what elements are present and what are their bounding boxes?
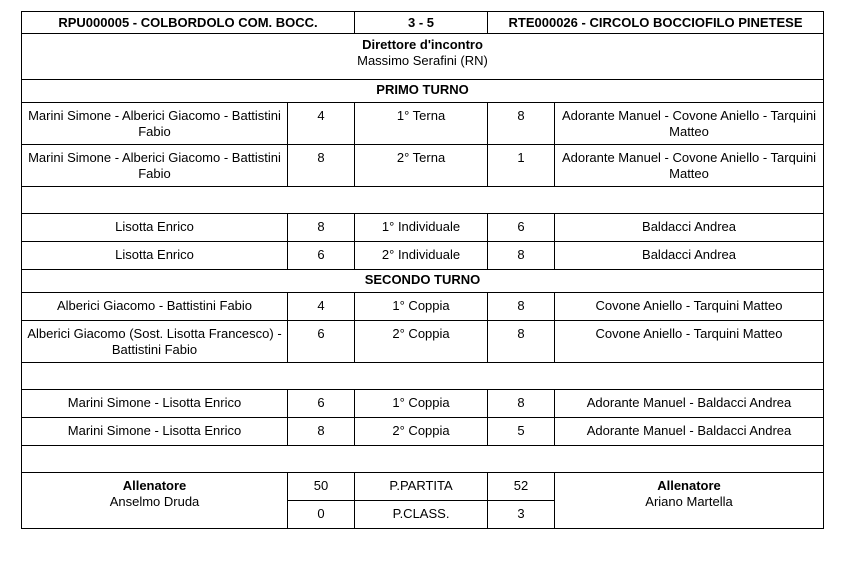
home-score: 4 bbox=[288, 293, 355, 321]
director-name: Massimo Serafini (RN) bbox=[357, 53, 488, 68]
spacer-row bbox=[22, 363, 824, 390]
table-row bbox=[22, 418, 824, 446]
home-score: 6 bbox=[288, 242, 355, 270]
game-type: 2° Coppia bbox=[355, 418, 488, 446]
final-score: 3 - 5 bbox=[355, 12, 488, 34]
section-secondo-turno bbox=[22, 270, 824, 293]
header-row bbox=[22, 12, 824, 34]
home-score: 6 bbox=[288, 390, 355, 418]
section-title: PRIMO TURNO bbox=[22, 80, 824, 103]
game-type: 2° Terna bbox=[355, 145, 488, 187]
game-type: 1° Coppia bbox=[355, 390, 488, 418]
section-title: SECONDO TURNO bbox=[22, 270, 824, 293]
table-row bbox=[22, 390, 824, 418]
table-row bbox=[22, 293, 824, 321]
home-coach-name: Anselmo Druda bbox=[109, 494, 200, 509]
table-row bbox=[22, 103, 824, 145]
away-score: 8 bbox=[488, 242, 555, 270]
away-score: 8 bbox=[488, 321, 555, 363]
table-row bbox=[22, 145, 824, 187]
away-score: 5 bbox=[488, 418, 555, 446]
home-players: Marini Simone - Lisotta Enrico bbox=[22, 390, 288, 418]
home-score: 8 bbox=[288, 145, 355, 187]
home-coach-cell bbox=[22, 473, 288, 529]
away-players: Adorante Manuel - Baldacci Andrea bbox=[555, 390, 824, 418]
away-players: Adorante Manuel - Covone Aniello - Tarquini Matteo bbox=[555, 145, 824, 187]
game-type: 1° Individuale bbox=[355, 214, 488, 242]
home-players: Alberici Giacomo (Sost. Lisotta Francesco) - Battistini Fabio bbox=[22, 321, 288, 363]
partita-away: 52 bbox=[488, 473, 555, 501]
away-score: 8 bbox=[488, 103, 555, 145]
spacer-row bbox=[22, 187, 824, 214]
spacer-row bbox=[22, 446, 824, 473]
away-players: Baldacci Andrea bbox=[555, 242, 824, 270]
away-coach-cell bbox=[555, 473, 824, 529]
spacer-cell bbox=[22, 363, 824, 390]
home-score: 8 bbox=[288, 418, 355, 446]
away-coach-name: Ariano Martella bbox=[645, 494, 733, 509]
table-row bbox=[22, 242, 824, 270]
away-score: 1 bbox=[488, 145, 555, 187]
away-score: 6 bbox=[488, 214, 555, 242]
home-players: Lisotta Enrico bbox=[22, 214, 288, 242]
spacer-cell bbox=[22, 446, 824, 473]
director-row bbox=[22, 34, 824, 80]
away-players: Adorante Manuel - Baldacci Andrea bbox=[555, 418, 824, 446]
away-coach-label: Allenatore bbox=[657, 478, 721, 493]
footer-row-partita bbox=[22, 473, 824, 501]
class-away: 3 bbox=[488, 501, 555, 529]
table-row bbox=[22, 214, 824, 242]
match-report-table bbox=[21, 11, 824, 529]
home-players: Marini Simone - Alberici Giacomo - Battistini Fabio bbox=[22, 103, 288, 145]
away-players: Baldacci Andrea bbox=[555, 214, 824, 242]
away-score: 8 bbox=[488, 390, 555, 418]
director-cell bbox=[22, 34, 824, 80]
home-players: Alberici Giacomo - Battistini Fabio bbox=[22, 293, 288, 321]
home-coach-label: Allenatore bbox=[122, 478, 187, 493]
spacer-cell bbox=[22, 187, 824, 214]
away-players: Covone Aniello - Tarquini Matteo bbox=[555, 293, 824, 321]
away-players: Covone Aniello - Tarquini Matteo bbox=[555, 321, 824, 363]
home-score: 8 bbox=[288, 214, 355, 242]
home-score: 4 bbox=[288, 103, 355, 145]
home-players: Marini Simone - Alberici Giacomo - Battistini Fabio bbox=[22, 145, 288, 187]
partita-home: 50 bbox=[288, 473, 355, 501]
home-team: RPU000005 - COLBORDOLO COM. BOCC. bbox=[22, 12, 355, 34]
game-type: 1° Terna bbox=[355, 103, 488, 145]
away-players: Adorante Manuel - Covone Aniello - Tarquini Matteo bbox=[555, 103, 824, 145]
director-label: Direttore d'incontro bbox=[362, 37, 483, 52]
game-type: 2° Coppia bbox=[355, 321, 488, 363]
home-players: Marini Simone - Lisotta Enrico bbox=[22, 418, 288, 446]
section-primo-turno bbox=[22, 80, 824, 103]
class-home: 0 bbox=[288, 501, 355, 529]
game-type: 2° Individuale bbox=[355, 242, 488, 270]
away-team: RTE000026 - CIRCOLO BOCCIOFILO PINETESE bbox=[488, 12, 824, 34]
table-row bbox=[22, 321, 824, 363]
game-type: 1° Coppia bbox=[355, 293, 488, 321]
home-players: Lisotta Enrico bbox=[22, 242, 288, 270]
home-score: 6 bbox=[288, 321, 355, 363]
away-score: 8 bbox=[488, 293, 555, 321]
class-label: P.CLASS. bbox=[355, 501, 488, 529]
partita-label: P.PARTITA bbox=[355, 473, 488, 501]
